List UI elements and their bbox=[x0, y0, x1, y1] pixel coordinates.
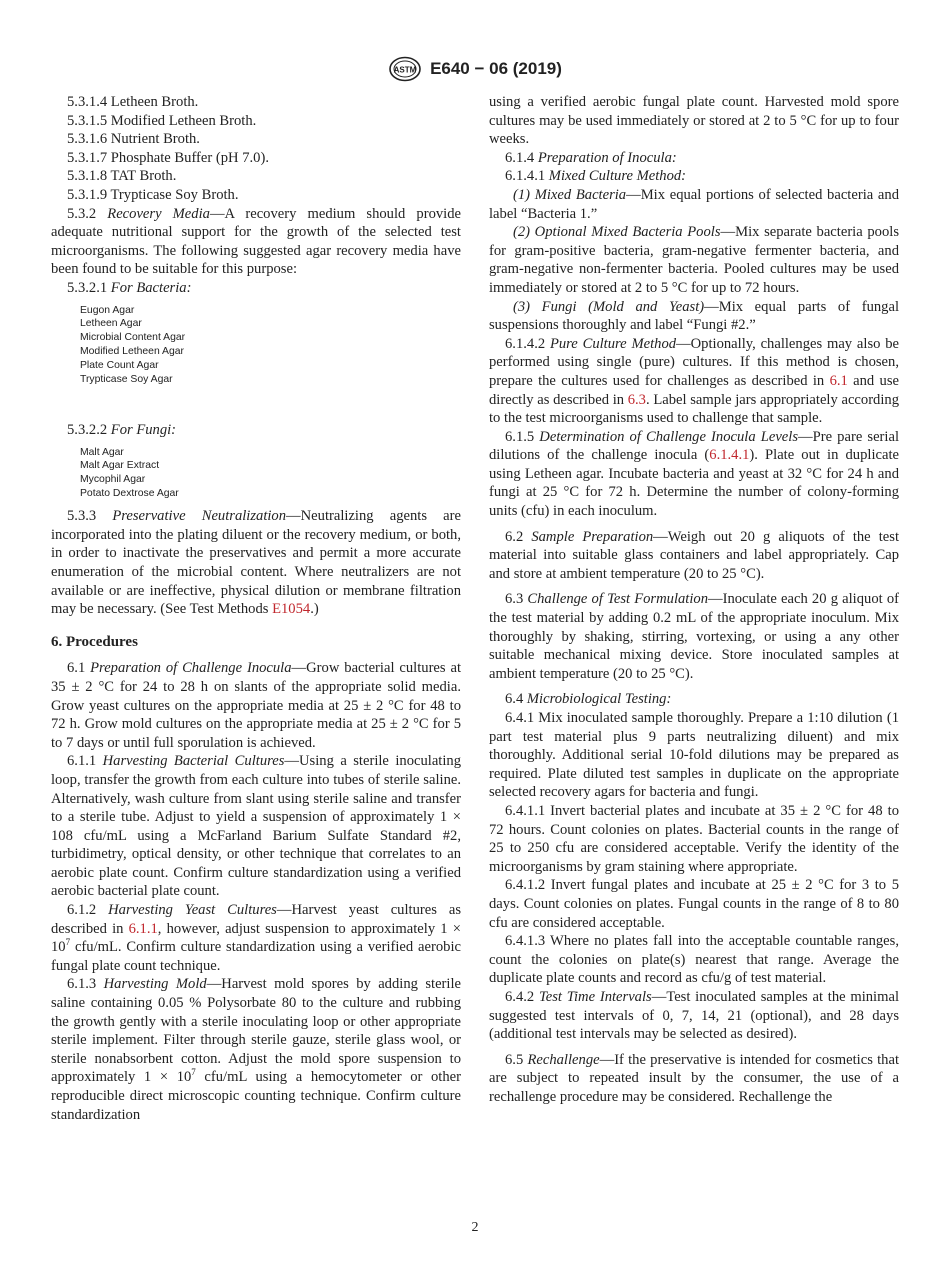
left-column bbox=[51, 93, 461, 1124]
section-heading-procedures: 6. Procedures bbox=[51, 633, 138, 650]
para-mixed-bacteria: (1) Mixed Bacteria—Mix equal portions of selected bacteria and label “Bacteria 1.” bbox=[489, 186, 899, 222]
para-5-3-2-1: 5.3.2.1 For Bacteria: bbox=[67, 279, 192, 296]
para-6-4-2: 6.4.2 Test Time Intervals—Test inoculated samples at the minimal suggested test intervals of 0, 7, 14, 21 (optional), and 28 days (additional test intervals may be selected as desired). bbox=[489, 988, 900, 1043]
para-6-4-1-2: 6.4.1.2 Invert fungal plates and incubate at 25 ± 2 °C for 3 to 5 days. Count colonies on plates. Fungal counts in the range of 8 to 80 cfu are considered acceptable. bbox=[489, 877, 899, 931]
list-item: Eugon Agar bbox=[80, 304, 135, 316]
link-6-1[interactable]: 6.1 bbox=[829, 372, 848, 389]
para-6-4-1-3: 6.4.1.3 Where no plates fall into the acceptable countable ranges, count the colonies on plate(s) nearest that range. Average the duplicate plate counts and record as cfu/g of test material. bbox=[489, 933, 899, 987]
para-6-1-4-1: 6.1.4.1 Mixed Culture Method: bbox=[505, 168, 687, 185]
fungi-media-list bbox=[51, 446, 461, 502]
para-6-1-4: 6.1.4 Preparation of Inocula: bbox=[505, 149, 677, 166]
para-6-3: 6.3 Challenge of Test Formulation—Inoculate each 20 g aliquot of the test material by adding 0.2 mL of the appropriate inoculum. Mix thoroughly by shaking, stirring, vortexing, or using a any other suitable mechanical mixing device. Store inoculated samples at ambient temperature (20 to 25 °C). bbox=[489, 591, 899, 682]
para-5-3-3: 5.3.3 Preservative Neutralization—Neutralizing agents are incorporated into the plating diluent or the recovery medium, or both, in order to inactivate the preservatives and permit a more accurate enumeration of the microbial content. Where neutralizers are not available or are ineffective, physical dilution or membrane filtration may be necessary. (See Test Methods E1054.) bbox=[51, 508, 461, 618]
item-5-3-1-7: 5.3.1.7 Phosphate Buffer (pH 7.0). bbox=[67, 149, 269, 166]
para-5-3-2-2: 5.3.2.2 For Fungi: bbox=[67, 421, 177, 438]
para-6-1-3-continued: using a verified aerobic fungal plate count. Harvested mold spore cultures may be used immediately or stored at 2 to 5 °C for up to four weeks. bbox=[489, 94, 899, 148]
list-item: Potato Dextrose Agar bbox=[80, 488, 179, 500]
svg-text:ASTM: ASTM bbox=[393, 65, 417, 75]
page-number: 2 bbox=[471, 1220, 479, 1235]
para-6-5: 6.5 Rechallenge—If the preservative is intended for cosmetics that are subject to repeated insult by the consumer, the use of a rechallenge procedure may be considered. Rechallenge the bbox=[489, 1051, 899, 1105]
list-item: Malt Agar Extract bbox=[80, 460, 160, 472]
para-6-1-4-2: 6.1.4.2 Pure Culture Method—Optionally, challenges may also be performed using single (pure) cultures. If this method is chosen, prepare the cultures used for challenges as described in 6.1 and use directly as described in 6.3. Label sample jars appropriately according to the test microorganisms used to challenge that sample. bbox=[489, 335, 900, 427]
para-mixed-bacteria-pools: (2) Optional Mixed Bacteria Pools—Mix separate bacteria pools for gram-positive bacteria, gram-negative fermenter bacteria, and gram-negative non-fermenter bacteria. Pooled cultures may be used immediately or stored at 2 to 5 °C for up to 72 hours. bbox=[489, 224, 899, 296]
para-6-1-5: 6.1.5 Determination of Challenge Inocula Levels—Pre pare serial dilutions of the challenge inocula (6.1.4.1). Plate out in duplicate using Letheen agar. Incubate bacteria and yeast at 32 °C for 24 h and fungi at 25 °C for 72 h. Determine the number of colony-forming units (cfu) in each inoculum. bbox=[489, 428, 899, 520]
list-item: Mycophil Agar bbox=[80, 474, 146, 486]
list-item: Letheen Agar bbox=[80, 318, 142, 330]
link-6-1-1[interactable]: 6.1.1 bbox=[128, 920, 158, 937]
para-6-4: 6.4 Microbiological Testing: bbox=[505, 691, 672, 708]
astm-logo-icon bbox=[388, 56, 422, 82]
item-5-3-1-5: 5.3.1.5 Modified Letheen Broth. bbox=[67, 112, 257, 129]
list-item: Malt Agar bbox=[80, 446, 124, 458]
para-fungi: (3) Fungi (Mold and Yeast)—Mix equal parts of fungal suspensions thoroughly and label “Fungi #2.” bbox=[489, 298, 899, 334]
list-item: Plate Count Agar bbox=[80, 360, 159, 372]
link-e1054[interactable]: E1054 bbox=[272, 601, 311, 618]
link-6-3[interactable]: 6.3 bbox=[627, 391, 646, 408]
link-6-1-4-1[interactable]: 6.1.4.1 bbox=[709, 447, 750, 464]
para-6-1-2: 6.1.2 Harvesting Yeast Cultures—Harvest yeast cultures as described in 6.1.1, however, adjust suspension to approximately $1 \times 10^7$ cfu/mL. Confirm culture standardization using a verified aerobic fungal plate count technique. bbox=[51, 902, 461, 974]
para-6-4-1: 6.4.1 Mix inoculated sample thoroughly. Prepare a 1:10 dilution (1 part test material plus 9 parts neutralizing diluent) and mix thoroughly. Additional serial 10-fold dilutions may be prepared as required. Plate diluted test samples in duplicate on the appropriate selected recovery agars for bacteria and fungi. bbox=[489, 710, 899, 801]
para-6-2: 6.2 Sample Preparation—Weigh out 20 g aliquots of the test material into suitable glass containers and label appropriately. Cap and store at ambient temperature (20 to 25 °C). bbox=[489, 528, 900, 582]
document-designation: E640 − 06 (2019) bbox=[430, 59, 562, 78]
para-6-4-1-1: 6.4.1.1 Invert bacterial plates and incubate at 35 ± 2 °C for 48 to 72 hours. Count colonies on plates. Bacterial counts in the range of 25 to 250 cfu are considered acceptable. Verify the identity of the microorganisms by gram staining where appropriate. bbox=[489, 802, 899, 875]
para-6-1-1: 6.1.1 Harvesting Bacterial Cultures—Using a sterile inoculating loop, transfer the growth from each culture into tubes of sterile saline. Alternatively, wash culture from slant using sterile saline and transfer to a sterile tube. Adjust to yield a suspension of approximately 1 × 108 cfu/mL using a McFarland Barium Sulfate Standard #2, turbidimetry, optical density, or other technique that correlates to an aerobic plate count. Confirm culture standardization using a verified aerobic bacterial plate count. bbox=[51, 753, 462, 900]
para-6-1: 6.1 Preparation of Challenge Inocula—Grow bacterial cultures at 35 ± 2 °C for 24 to 28 h on slants of the appropriate solid media. Grow yeast cultures on the appropriate media at 25 ± 2 °C for 48 to 72 h. Grow mold cultures on the appropriate media at 25 ± 2 °C for 5 to 7 days or until full sporulation is achieved. bbox=[51, 660, 462, 751]
item-5-3-1-9: 5.3.1.9 Trypticase Soy Broth. bbox=[67, 186, 239, 203]
item-5-3-1-4: 5.3.1.4 Letheen Broth. bbox=[67, 94, 199, 110]
right-column bbox=[489, 93, 899, 1106]
para-6-1-3: 6.1.3 Harvesting Mold—Harvest mold spores by adding sterile saline containing 0.05 % Polysorbate 80 to the culture and rubbing the growth gently with a sterile inoculating loop or other appropriate sterile implement. Filter through sterile gauze, sterile glass wool, or sterile nonabsorbent cotton. Adjust the mold spore suspension to approximately $1 \times 10^7$ cfu/mL using a hemocytometer or other reproducible direct microscopic counting technique. Confirm culture standardization bbox=[51, 976, 461, 1123]
page-header bbox=[0, 56, 950, 82]
para-5-3-2: 5.3.2 Recovery Media—A recovery medium should provide adequate nutritional support for the growth of the selected test microorganisms. The following suggested agar recovery media have been found to be suitable for this purpose: bbox=[51, 205, 461, 278]
bacteria-media-list bbox=[51, 304, 461, 387]
item-5-3-1-6: 5.3.1.6 Nutrient Broth. bbox=[67, 131, 200, 148]
list-item: Microbial Content Agar bbox=[80, 332, 186, 344]
list-item: Trypticase Soy Agar bbox=[80, 374, 173, 386]
list-item: Modified Letheen Agar bbox=[80, 346, 184, 358]
item-5-3-1-8: 5.3.1.8 TAT Broth. bbox=[67, 168, 177, 185]
